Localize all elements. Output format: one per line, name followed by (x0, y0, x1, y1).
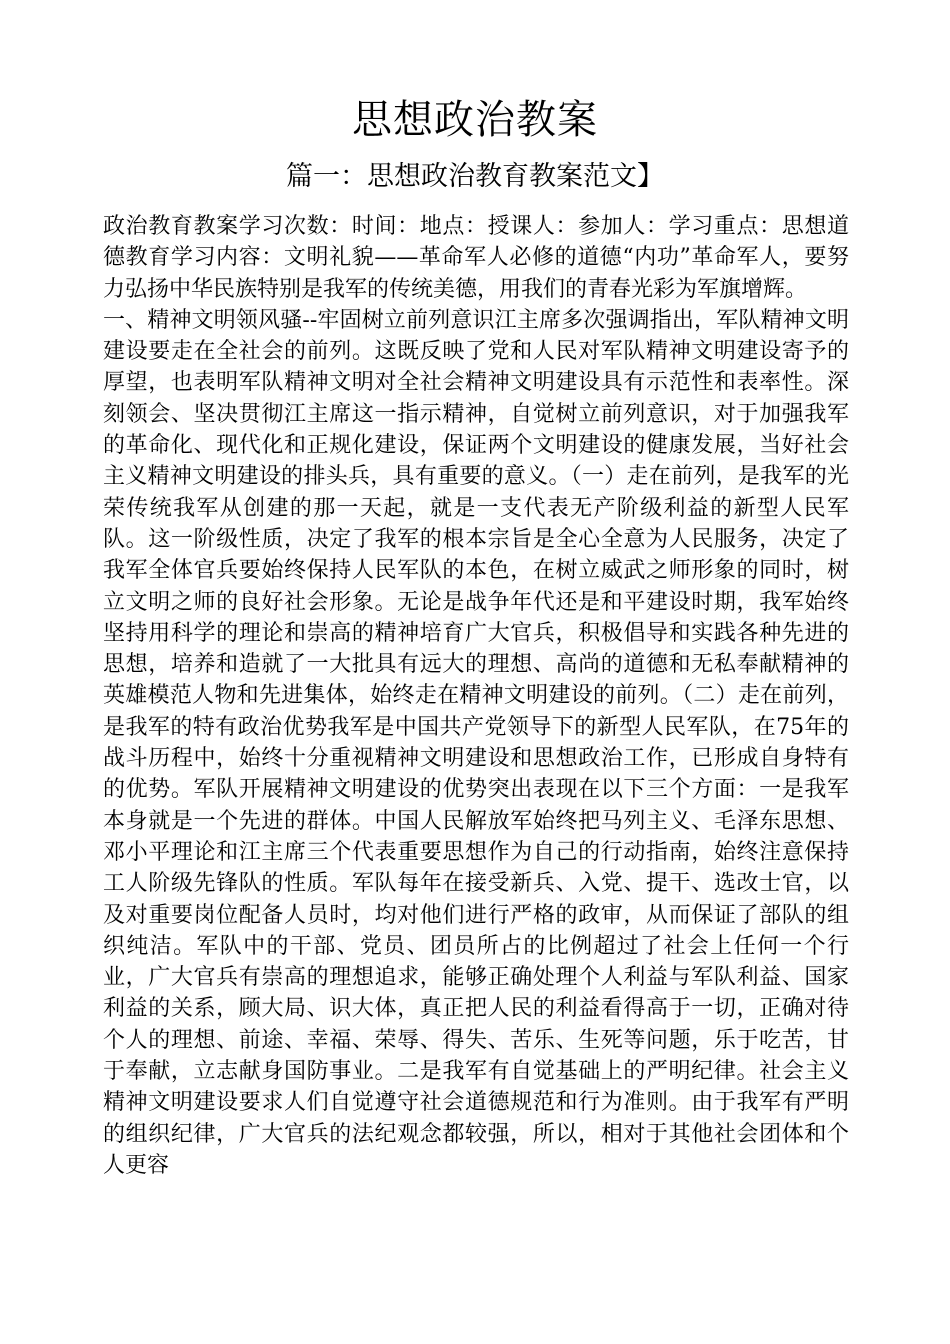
document-body (103, 211, 849, 1311)
document-title: 思想政治教案 (352, 97, 598, 143)
body-paragraph-2: 一、精神文明领风骚--牢固树立前列意识江主席多次强调指出，军队精神文明建设要走在全社会的前列。这既反映了党和人民对军队精神文明建设寄予的厚望，也表明军队精神文明对全社会精神文明建设具有示范性和表率性。深刻领会、坚决贯彻江主席这一指示精神，自觉树立前列意识，对于加强我军的革命化、现代化和正规化建设，保证两个文明建设的健康发展，当好社会主义精神文明建设的排头兵，具有重要的意义。（一）走在前列，是我军的光荣传统我军从创建的那一天起，就是一支代表无产阶级利益的新型人民军队。这一阶级性质，决定了我军的根本宗旨是全心全意为人民服务，决定了我军全体官兵要始终保持人民军队的本色，在树立威武之师形象的同时，树立文明之师的良好社会形象。无论是战争年代还是和平建设时期，我军始终坚持用科学的理论和崇高的精神培育广大官兵，积极倡导和实践各种先进的思想，培养和造就了一大批具有远大的理想、高尚的道德和无私奉献精神的英雄模范人物和先进集体，始终走在精神文明建设的前列。（二）走在前列，是我军的特有政治优势我军是中国共产党领导下的新型人民军队，在75年的战斗历程中，始终十分重视精神文明建设和思想政治工作，已形成自身特有的优势。军队开展精神文明建设的优势突出表现在以下三个方面：一是我军本身就是一个先进的群体。中国人民解放军始终把马列主义、毛泽东思想、邓小平理论和江主席三个代表重要思想作为自己的行动指南，始终注意保持工人阶级先锋队的性质。军队每年在接受新兵、入党、提干、选改士官，以及对重要岗位配备人员时，均对他们进行严格的政审，从而保证了部队的组织纯洁。军队中的干部、党员、团员所占的比例超过了社会上任何一个行业，广大官兵有崇高的理想追求，能够正确处理个人利益与军队利益、国家利益的关系，顾大局、识大体，真正把人民的利益看得高于一切，正确对待个人的理想、前途、幸福、荣辱、得失、苦乐、生死等问题，乐于吃苦，甘于奉献，立志献身国防事业。二是我军有自觉基础上的严明纪律。社会主义精神文明建设要求人们自觉遵守社会道德规范和行为准则。由于我军有严明的组织纪律，广大官兵的法纪观念都较强，所以，相对于其他社会团体和个人更容 (103, 307, 849, 1178)
document-subtitle: 篇一：思想政治教育教案范文】 (286, 161, 664, 192)
body-paragraph-1: 政治教育教案学习次数：时间：地点：授课人：参加人：学习重点：思想道德教育学习内容：文明礼貌——革命军人必修的道德“内功”革命军人，要努力弘扬中华民族特别是我军的传统美德，用我们的青春光彩为军旗增辉。 (103, 214, 849, 302)
